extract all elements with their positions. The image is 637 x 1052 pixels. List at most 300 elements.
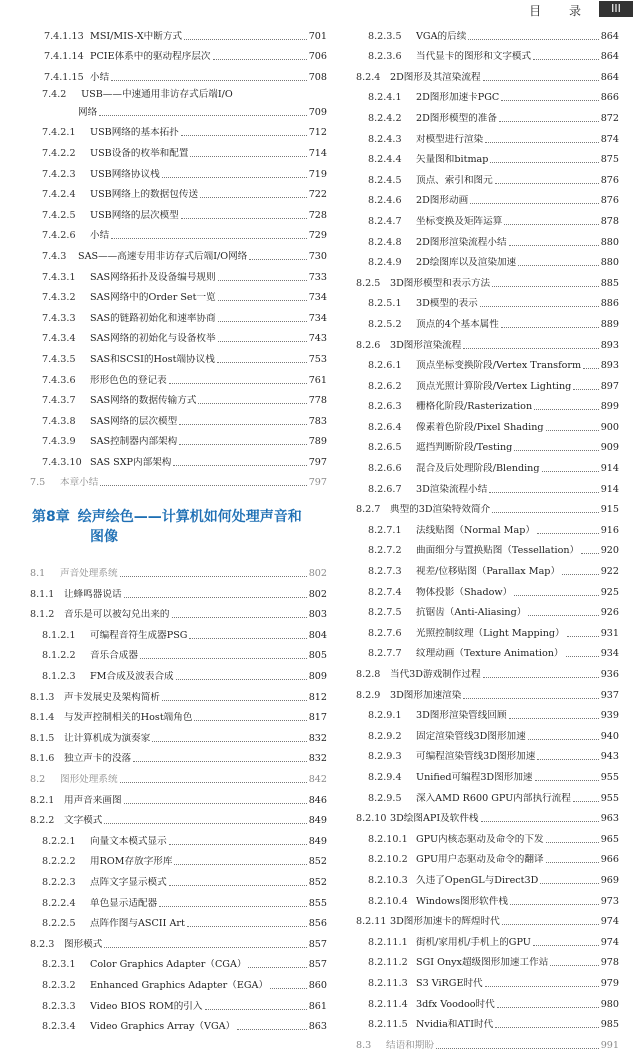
- toc-entry-8-2-4-6[interactable]: [356, 187, 619, 208]
- toc-entry-title: S3 ViRGE时代: [416, 977, 483, 989]
- toc-entry-number: 8.2.11.2: [368, 957, 408, 969]
- dot-leader: [470, 203, 599, 204]
- toc-entry-page: 753: [308, 353, 327, 365]
- toc-entry-8-1-2[interactable]: [30, 601, 327, 622]
- toc-entry-7-4-3-1[interactable]: [30, 263, 327, 284]
- toc-entry-7-4-1-15[interactable]: [30, 63, 327, 84]
- toc-entry-8-2-5-2[interactable]: [356, 310, 619, 331]
- toc-entry-page: 940: [600, 730, 619, 742]
- toc-entry-8-2[interactable]: [30, 765, 327, 786]
- toc-entry-page: 931: [600, 627, 619, 639]
- dot-leader: [218, 341, 307, 342]
- toc-entry-8-1[interactable]: [30, 559, 327, 580]
- toc-entry-title: 2D图形加速卡PGC: [416, 92, 500, 104]
- toc-entry-number: 8.2.3.4: [42, 1021, 76, 1033]
- dot-leader: [100, 485, 306, 486]
- toc-entry-page: 860: [308, 979, 327, 991]
- toc-entry-number: 8.1.2: [30, 609, 55, 621]
- toc-entry-page: 857: [308, 938, 327, 950]
- toc-entry-8-2-5[interactable]: [356, 269, 619, 290]
- toc-entry-page: 812: [308, 691, 327, 703]
- dot-leader: [159, 906, 307, 907]
- toc-entry-number: 7.4.3.7: [42, 395, 76, 407]
- toc-entry-number: 8.1.3: [30, 691, 55, 703]
- dot-leader: [528, 739, 599, 740]
- toc-entry-page: 861: [308, 1000, 327, 1012]
- toc-entry-number: 7.4.3.9: [42, 436, 76, 448]
- toc-entry-number: 8.2.4.5: [368, 174, 402, 186]
- dot-leader: [162, 177, 307, 178]
- toc-entry-page: 706: [308, 51, 327, 63]
- toc-entry-title: 栅格化阶段/Rasterization: [416, 401, 533, 413]
- toc-entry-title: 当代显卡的图形和文字模式: [416, 51, 532, 63]
- dot-leader: [181, 135, 307, 136]
- dot-leader: [124, 597, 307, 598]
- toc-entry-number: 8.2.2.5: [42, 918, 76, 930]
- toc-entry-page: 922: [600, 566, 619, 578]
- toc-entry-page: 864: [600, 71, 619, 83]
- toc-entry-page: 802: [308, 588, 327, 600]
- toc-entry-7-4-2-4[interactable]: [30, 181, 327, 202]
- toc-entry-number: 8.2.3.5: [368, 30, 402, 42]
- toc-entry-page: 889: [600, 318, 619, 330]
- dot-leader: [567, 636, 599, 637]
- toc-entry-8-2-9-5[interactable]: [356, 784, 619, 805]
- toc-entry-number: 8.2.6.1: [368, 360, 402, 372]
- toc-entry-8-2-4-2[interactable]: [356, 104, 619, 125]
- dot-leader: [237, 1029, 307, 1030]
- toc-entry-number: 8.2.4.8: [368, 236, 402, 248]
- toc-entry-title: 图形处理系统: [60, 774, 118, 785]
- toc-entry-page: 817: [308, 712, 327, 724]
- toc-entry-title: 2D绘图库以及渲染加速: [416, 257, 517, 269]
- toc-entry-number: 8.2.2.4: [42, 897, 76, 909]
- dot-leader: [187, 926, 307, 927]
- toc-entry-7-4-2[interactable]: [30, 84, 327, 119]
- dot-leader: [514, 450, 598, 451]
- toc-entry-7-4-2-1[interactable]: [30, 119, 327, 140]
- toc-entry-page: 899: [600, 401, 619, 413]
- toc-entry-title: 形形色色的登记表: [90, 374, 167, 386]
- toc-entry-8-2-4-1[interactable]: [356, 84, 619, 105]
- toc-entry-number: 8.2.7.5: [368, 607, 402, 619]
- toc-entry-7-4-3-3[interactable]: [30, 304, 327, 325]
- toc-entry-number: 8.2.7.1: [368, 524, 402, 536]
- toc-entry-8-1-2-1[interactable]: [30, 621, 327, 642]
- toc-entry-title: 3D图形加速渲染: [390, 689, 462, 701]
- dot-leader: [176, 679, 307, 680]
- toc-entry-page: 789: [308, 436, 327, 448]
- toc-entry-page: 916: [600, 524, 619, 536]
- toc-entry-number: 8.2.11: [356, 916, 387, 928]
- toc-entry-number: 8.2.3.6: [368, 51, 402, 63]
- dot-leader: [566, 656, 599, 657]
- toc-entry-number: 8.2.8: [356, 669, 381, 680]
- toc-entry-8-2-7-4[interactable]: [356, 578, 619, 599]
- toc-entry-number: 8.2.9: [356, 689, 381, 701]
- toc-entry-8-2-7-3[interactable]: [356, 557, 619, 578]
- toc-entry-7-4-2-3[interactable]: [30, 160, 327, 181]
- toc-entry-8-2-10-1[interactable]: [356, 825, 619, 846]
- toc-entry-8-2-11-1[interactable]: [356, 928, 619, 949]
- dot-leader: [489, 492, 598, 493]
- toc-entry-8-2-9-1[interactable]: [356, 702, 619, 723]
- toc-entry-8-2-4-3[interactable]: [356, 125, 619, 146]
- toc-entry-page: 864: [600, 30, 619, 42]
- toc-entry-title: 点阵作图与ASCII Art: [90, 918, 185, 930]
- toc-entry-8-2-3-2[interactable]: [30, 971, 327, 992]
- toc-entry-8-2-7-7[interactable]: [356, 640, 619, 661]
- toc-entry-page: 909: [600, 442, 619, 454]
- toc-entry-page: 893: [600, 360, 619, 372]
- dot-leader: [583, 368, 599, 369]
- toc-entry-8-2-6-4[interactable]: [356, 413, 619, 434]
- toc-entry-page: 734: [308, 292, 327, 304]
- toc-entry-8-2-3[interactable]: [30, 930, 327, 951]
- dot-leader: [483, 677, 599, 678]
- toc-entry-8-2-6[interactable]: [356, 331, 619, 352]
- toc-entry-8-2-6-7[interactable]: [356, 475, 619, 496]
- toc-entry-page: 979: [600, 977, 619, 989]
- dot-leader: [189, 638, 306, 639]
- toc-entry-title: SAS和SCSI的Host端协议栈: [90, 353, 215, 365]
- toc-entry-title: 对模型进行渲染: [416, 133, 484, 145]
- toc-entry-number: 8.2.11.4: [368, 998, 408, 1010]
- toc-entry-page: 805: [308, 650, 327, 662]
- toc-entry-title: 可编程渲染管线3D图形加速: [416, 751, 536, 763]
- toc-entry-7-4-3[interactable]: [30, 242, 327, 263]
- dot-leader: [510, 904, 599, 905]
- toc-entry-8-2-9[interactable]: [356, 681, 619, 702]
- dot-leader: [485, 142, 599, 143]
- toc-entry-8-2-11[interactable]: [356, 908, 619, 929]
- toc-entry-7-4-3-6[interactable]: [30, 366, 327, 387]
- dot-leader: [104, 947, 306, 948]
- dot-leader: [483, 80, 599, 81]
- toc-entry-title: SAS网络的初始化与设备枚举: [90, 333, 216, 345]
- toc-entry-7-4-3-8[interactable]: [30, 407, 327, 428]
- toc-entry-page: 985: [600, 1019, 619, 1031]
- toc-entry-8-2-7-1[interactable]: [356, 516, 619, 537]
- dot-leader: [534, 409, 599, 410]
- toc-entry-title: SAS控制器内部架构: [90, 436, 178, 448]
- dot-leader: [99, 115, 307, 116]
- toc-entry-number: 7.4.1.14: [44, 51, 84, 63]
- toc-entry-7-4-2-5[interactable]: [30, 201, 327, 222]
- toc-entry-number: 7.4.2.2: [42, 147, 76, 159]
- toc-entry-number: 7.4.1.15: [44, 71, 84, 83]
- toc-entry-page: 926: [600, 607, 619, 619]
- toc-entry-7-4-3-4[interactable]: [30, 325, 327, 346]
- toc-entry-page: 937: [600, 689, 619, 701]
- dot-leader: [104, 823, 306, 824]
- toc-entry-title: 典型的3D渲染特效简介: [390, 504, 491, 516]
- toc-entry-number: 8.2.1: [30, 794, 55, 806]
- toc-entry-7-4-2-2[interactable]: [30, 139, 327, 160]
- toc-entry-8-2-3-1[interactable]: [30, 951, 327, 972]
- toc-entry-title: 视差/位移贴图（Parallax Map）: [416, 566, 561, 578]
- toc-entry-number: 8.1.2.2: [42, 650, 76, 662]
- toc-entry-number: 8.2.5: [356, 277, 381, 289]
- dot-leader: [495, 183, 599, 184]
- toc-entry-title: 3D绘图API及软件栈: [390, 813, 479, 825]
- toc-entry-page: 872: [600, 112, 619, 124]
- toc-entry-8-1-3[interactable]: [30, 683, 327, 704]
- chapter-heading: [30, 507, 327, 547]
- toc-entry-page: 880: [600, 236, 619, 248]
- toc-entry-title: 3dfx Voodoo时代: [416, 998, 495, 1010]
- toc-entry-page: 963: [600, 813, 619, 825]
- toc-entry-8-2-9-4[interactable]: [356, 763, 619, 784]
- dot-leader: [497, 1007, 599, 1008]
- toc-entry-page: 973: [600, 895, 619, 907]
- toc-entry-title: 与发声控制相关的Host端角色: [64, 712, 193, 724]
- toc-entry-page: 874: [600, 133, 619, 145]
- toc-entry-8-2-4-8[interactable]: [356, 228, 619, 249]
- toc-entry-8-2-6-5[interactable]: [356, 434, 619, 455]
- toc-entry-number: 8.2.9.4: [368, 771, 402, 783]
- toc-entry-title: Nvidia和ATI时代: [416, 1019, 494, 1031]
- toc-entry-number: 8.1.1: [30, 588, 55, 600]
- dot-leader: [485, 986, 599, 987]
- dot-leader: [217, 362, 307, 363]
- toc-entry-page: 914: [600, 463, 619, 475]
- toc-entry-title: MSI/MIS-X中断方式: [90, 30, 183, 42]
- toc-entry-number: 7.4.3.10: [42, 456, 82, 468]
- toc-entry-8-2-11-5[interactable]: [356, 1011, 619, 1032]
- toc-entry-title: GPU用户态驱动及命令的翻译: [416, 854, 544, 866]
- dot-leader: [492, 512, 599, 513]
- toc-entry-number: 8.2.4.4: [368, 154, 402, 166]
- dot-leader: [480, 306, 599, 307]
- toc-entry-number: 8.2.9.5: [368, 792, 402, 804]
- toc-entry-title: GPU内核态驱动及命令的下发: [416, 833, 544, 845]
- toc-entry-title: 用ROM存放字形库: [90, 856, 173, 868]
- toc-entry-title: SAS网络拓扑及设备编号规则: [90, 271, 216, 283]
- toc-entry-8-2-4-7[interactable]: [356, 207, 619, 228]
- toc-entry-number: 7.4.3: [42, 250, 67, 262]
- toc-entry-title-cont: 网络: [78, 106, 98, 118]
- toc-entry-title: USB——中速通用非访存式后端I/O: [81, 88, 233, 100]
- dot-leader: [120, 576, 307, 577]
- toc-entry-title: 文字模式: [64, 815, 103, 827]
- dot-leader: [495, 1027, 599, 1028]
- dot-leader: [546, 430, 599, 431]
- toc-entry-page: 934: [600, 648, 619, 660]
- toc-entry-title: USB网络上的数据包传送: [90, 189, 199, 201]
- toc-entry-number: 8.2.6.5: [368, 442, 402, 454]
- dot-leader: [528, 615, 598, 616]
- dot-leader: [218, 321, 307, 322]
- toc-entry-8-2-7-5[interactable]: [356, 599, 619, 620]
- dot-leader: [463, 348, 598, 349]
- toc-entry-page: 832: [308, 753, 327, 765]
- dot-leader: [179, 444, 306, 445]
- toc-entry-title: 3D图形加速卡的辉煌时代: [390, 916, 500, 928]
- toc-entry-7-4-3-7[interactable]: [30, 387, 327, 408]
- dot-leader: [140, 658, 307, 659]
- toc-entry-number: 8.2.11.1: [368, 936, 408, 948]
- dot-leader: [169, 383, 307, 384]
- toc-entry-page: 802: [308, 568, 327, 580]
- toc-entry-number: 8.2.10.4: [368, 895, 408, 907]
- toc-entry-8-2-5-1[interactable]: [356, 290, 619, 311]
- dot-leader: [248, 967, 306, 968]
- toc-entry-8-2-3-5[interactable]: [356, 22, 619, 43]
- toc-entry-title: SAS网络的数据传输方式: [90, 395, 197, 407]
- toc-entry-page: 936: [600, 669, 619, 680]
- toc-entry-page: 980: [600, 998, 619, 1010]
- toc-entry-8-2-4[interactable]: [356, 63, 619, 84]
- toc-entry-title: USB网络的层次模型: [90, 209, 179, 221]
- toc-entry-8-2-11-2[interactable]: [356, 949, 619, 970]
- dot-leader: [501, 327, 599, 328]
- toc-entry-8-2-10-2[interactable]: [356, 846, 619, 867]
- toc-entry-number: 8.1.4: [30, 712, 55, 724]
- toc-entry-8-2-6-1[interactable]: [356, 352, 619, 373]
- dot-leader: [179, 424, 306, 425]
- toc-entry-8-2-4-4[interactable]: [356, 146, 619, 167]
- toc-entry-number: 8.2.4: [356, 71, 381, 83]
- toc-entry-8-2-10-3[interactable]: [356, 866, 619, 887]
- toc-entry-8-2-11-3[interactable]: [356, 969, 619, 990]
- toc-entry-number: 8.2.2.1: [42, 835, 76, 847]
- dot-leader: [490, 162, 598, 163]
- toc-entry-number: 7.4.2.5: [42, 209, 76, 221]
- dot-leader: [190, 156, 306, 157]
- dot-leader: [514, 595, 599, 596]
- toc-entry-8-2-2-2[interactable]: [30, 848, 327, 869]
- toc-entry-7-4-1-13[interactable]: [30, 22, 327, 43]
- toc-entry-8-2-6-2[interactable]: [356, 372, 619, 393]
- dot-leader: [184, 39, 307, 40]
- toc-entry-title: 本章小结: [60, 477, 99, 489]
- toc-entry-page: 783: [308, 415, 327, 427]
- chapter-number: 第8章: [32, 509, 70, 526]
- dot-leader: [509, 718, 599, 719]
- toc-entry-8-2-8[interactable]: [356, 660, 619, 681]
- toc-entry-8-2-2-4[interactable]: [30, 889, 327, 910]
- toc-entry-8-3[interactable]: [356, 1031, 619, 1052]
- toc-entry-8-2-11-4[interactable]: [356, 990, 619, 1011]
- toc-entry-page: 876: [600, 174, 619, 186]
- toc-entry-7-4-3-2[interactable]: [30, 284, 327, 305]
- toc-entry-8-2-9-2[interactable]: [356, 722, 619, 743]
- toc-entry-page: 880: [600, 257, 619, 269]
- toc-entry-title: 向量文本模式显示: [90, 835, 167, 847]
- toc-entry-8-2-3-6[interactable]: [356, 43, 619, 64]
- toc-entry-title: 顶点的4个基本属性: [416, 318, 499, 330]
- toc-entry-number: 8.2.6.4: [368, 421, 402, 433]
- toc-entry-8-1-1[interactable]: [30, 580, 327, 601]
- toc-entry-7-4-3-5[interactable]: [30, 345, 327, 366]
- toc-entry-7-5[interactable]: [30, 469, 327, 490]
- toc-entry-page: 849: [308, 815, 327, 827]
- toc-entry-7-4-3-10[interactable]: [30, 448, 327, 469]
- dot-leader: [499, 121, 599, 122]
- toc-entry-7-4-1-14[interactable]: [30, 43, 327, 64]
- toc-entry-page: 863: [308, 1021, 327, 1033]
- toc-entry-8-2-1[interactable]: [30, 786, 327, 807]
- toc-entry-8-1-2-2[interactable]: [30, 642, 327, 663]
- dot-leader: [550, 965, 598, 966]
- toc-entry-8-2-2-1[interactable]: [30, 827, 327, 848]
- toc-entry-7-4-3-9[interactable]: [30, 428, 327, 449]
- toc-entry-8-2-3-4[interactable]: [30, 1013, 327, 1034]
- toc-entry-8-1-6[interactable]: [30, 745, 327, 766]
- dot-leader: [169, 885, 307, 886]
- toc-entry-8-1-2-3[interactable]: [30, 662, 327, 683]
- toc-entry-8-2-3-3[interactable]: [30, 992, 327, 1013]
- toc-entry-8-2-7[interactable]: [356, 496, 619, 517]
- toc-entry-number: 8.2.3.1: [42, 959, 76, 971]
- toc-entry-page: 729: [308, 230, 327, 242]
- toc-entry-title: 顶点坐标变换阶段/Vertex Transform: [416, 360, 582, 372]
- toc-entry-page: 855: [308, 897, 327, 909]
- toc-entry-page: 778: [308, 395, 327, 407]
- toc-entry-8-2-4-5[interactable]: [356, 166, 619, 187]
- toc-entry-8-2-6-6[interactable]: [356, 454, 619, 475]
- toc-entry-number: 7.5: [30, 477, 46, 489]
- toc-entry-title: 点阵文字显示模式: [90, 876, 167, 888]
- toc-entry-page: 797: [308, 477, 327, 489]
- chapter-title-cont: 图像: [90, 529, 118, 546]
- toc-entry-page: 965: [600, 833, 619, 845]
- dot-leader: [169, 844, 307, 845]
- toc-entry-8-2-7-6[interactable]: [356, 619, 619, 640]
- toc-entry-page: 955: [600, 771, 619, 783]
- toc-entry-page: 803: [308, 609, 327, 621]
- dot-leader: [468, 39, 598, 40]
- toc-entry-number: 8.2.11.3: [368, 977, 408, 989]
- toc-entry-8-2-10[interactable]: [356, 805, 619, 826]
- toc-entry-number: 8.1.2.3: [42, 671, 76, 683]
- toc-entry-8-2-2[interactable]: [30, 807, 327, 828]
- toc-entry-title: SAS网络中的Order Set一览: [90, 292, 216, 304]
- toc-entry-8-2-6-3[interactable]: [356, 393, 619, 414]
- toc-entry-page: 939: [600, 710, 619, 722]
- toc-entry-number: 8.2.9.3: [368, 751, 402, 763]
- toc-entry-page: 864: [600, 51, 619, 63]
- dot-leader: [581, 553, 599, 554]
- toc-entry-8-2-10-4[interactable]: [356, 887, 619, 908]
- toc-entry-8-1-5[interactable]: [30, 724, 327, 745]
- toc-entry-8-2-9-3[interactable]: [356, 743, 619, 764]
- toc-entry-title: 曲面细分与置换贴图（Tessellation）: [416, 545, 580, 557]
- toc-entry-title: 物体投影（Shadow）: [416, 586, 513, 598]
- toc-entry-8-2-2-3[interactable]: [30, 868, 327, 889]
- toc-entry-8-2-2-5[interactable]: [30, 910, 327, 931]
- toc-entry-8-2-4-9[interactable]: [356, 249, 619, 270]
- toc-entry-8-2-7-2[interactable]: [356, 537, 619, 558]
- dot-leader: [537, 759, 598, 760]
- toc-entry-title: 当代3D游戏制作过程: [390, 669, 481, 680]
- toc-entry-8-1-4[interactable]: [30, 704, 327, 725]
- toc-entry-7-4-2-6[interactable]: [30, 222, 327, 243]
- page-header: [0, 0, 637, 19]
- toc-entry-page: 842: [308, 774, 327, 785]
- toc-entry-title: 3D渲染流程小结: [416, 483, 488, 495]
- toc-entry-page: 701: [308, 30, 327, 42]
- toc-entry-number: 8.2.7: [356, 504, 381, 516]
- toc-entry-page: 925: [600, 586, 619, 598]
- dot-leader: [546, 842, 599, 843]
- toc-entry-title: 音乐合成器: [90, 650, 138, 662]
- toc-entry-number: 8.1: [30, 568, 46, 580]
- toc-entry-title: USB设备的枚举和配置: [90, 147, 189, 159]
- toc-entry-title: 深入AMD R600 GPU内部执行流程: [416, 792, 571, 804]
- toc-entry-title: 2D图形动画: [416, 195, 469, 207]
